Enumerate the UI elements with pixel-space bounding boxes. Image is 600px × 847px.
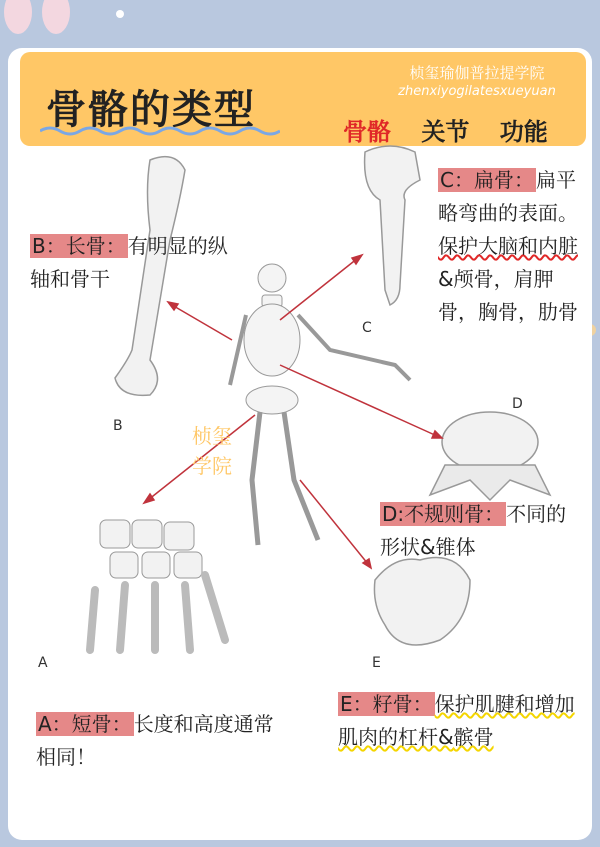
note-d-text: 不同的形状&锥体 xyxy=(380,502,567,559)
note-short-bone xyxy=(36,708,286,774)
figure-label-e: E xyxy=(372,655,381,671)
note-long-bone xyxy=(30,230,240,296)
note-a-label: A：短骨： xyxy=(38,712,132,736)
note-sesamoid-bone xyxy=(338,688,583,754)
note-c-highlight: 保护大脑和内脏 xyxy=(438,234,578,258)
tab-function[interactable]: 功能 xyxy=(499,118,548,146)
figure-label-a: A xyxy=(38,655,48,671)
figure-label-b: B xyxy=(113,418,123,434)
figure-label-d: D xyxy=(512,396,523,412)
tab-joints[interactable]: 关节 xyxy=(421,118,470,146)
flat-bone-figure xyxy=(365,146,420,305)
page-title: 骨骼的类型 xyxy=(46,87,256,133)
note-a-text: 长度和高度通常相同！ xyxy=(36,712,274,769)
hand-bones-figure xyxy=(90,520,225,650)
watermark-line-1: 桢玺 xyxy=(192,424,232,448)
watermark xyxy=(192,421,232,481)
figure-label-c: C xyxy=(362,320,372,336)
note-e-text: 保护肌腱和增加肌肉的杠杆& xyxy=(338,692,575,749)
tab-bones[interactable]: 骨骼 xyxy=(343,118,391,146)
watermark-line-2: 学院 xyxy=(192,454,232,478)
note-c-text: 扁平略弯曲的表面。 xyxy=(438,168,578,225)
note-b-text: 有明显的纵轴和骨干 xyxy=(30,234,228,291)
note-b-label: B：长骨： xyxy=(32,234,126,258)
brand-pinyin: zhenxiyogilatesxueyuan xyxy=(398,84,556,99)
brand-name: 桢玺瑜伽普拉提学院 xyxy=(409,64,545,82)
note-e-label: E：籽骨： xyxy=(340,692,433,716)
note-flat-bone xyxy=(438,164,583,329)
sesamoid-bone-figure xyxy=(374,558,470,646)
note-c-label: C：扁骨： xyxy=(440,168,534,192)
vertebra-figure xyxy=(430,412,550,500)
note-d-label: D:不规则骨： xyxy=(382,502,505,526)
note-c-tail: &颅骨，肩胛骨，胸骨，肋骨 xyxy=(438,267,578,324)
note-irregular-bone xyxy=(380,498,580,564)
note-e-tail: 髌骨 xyxy=(453,725,494,749)
